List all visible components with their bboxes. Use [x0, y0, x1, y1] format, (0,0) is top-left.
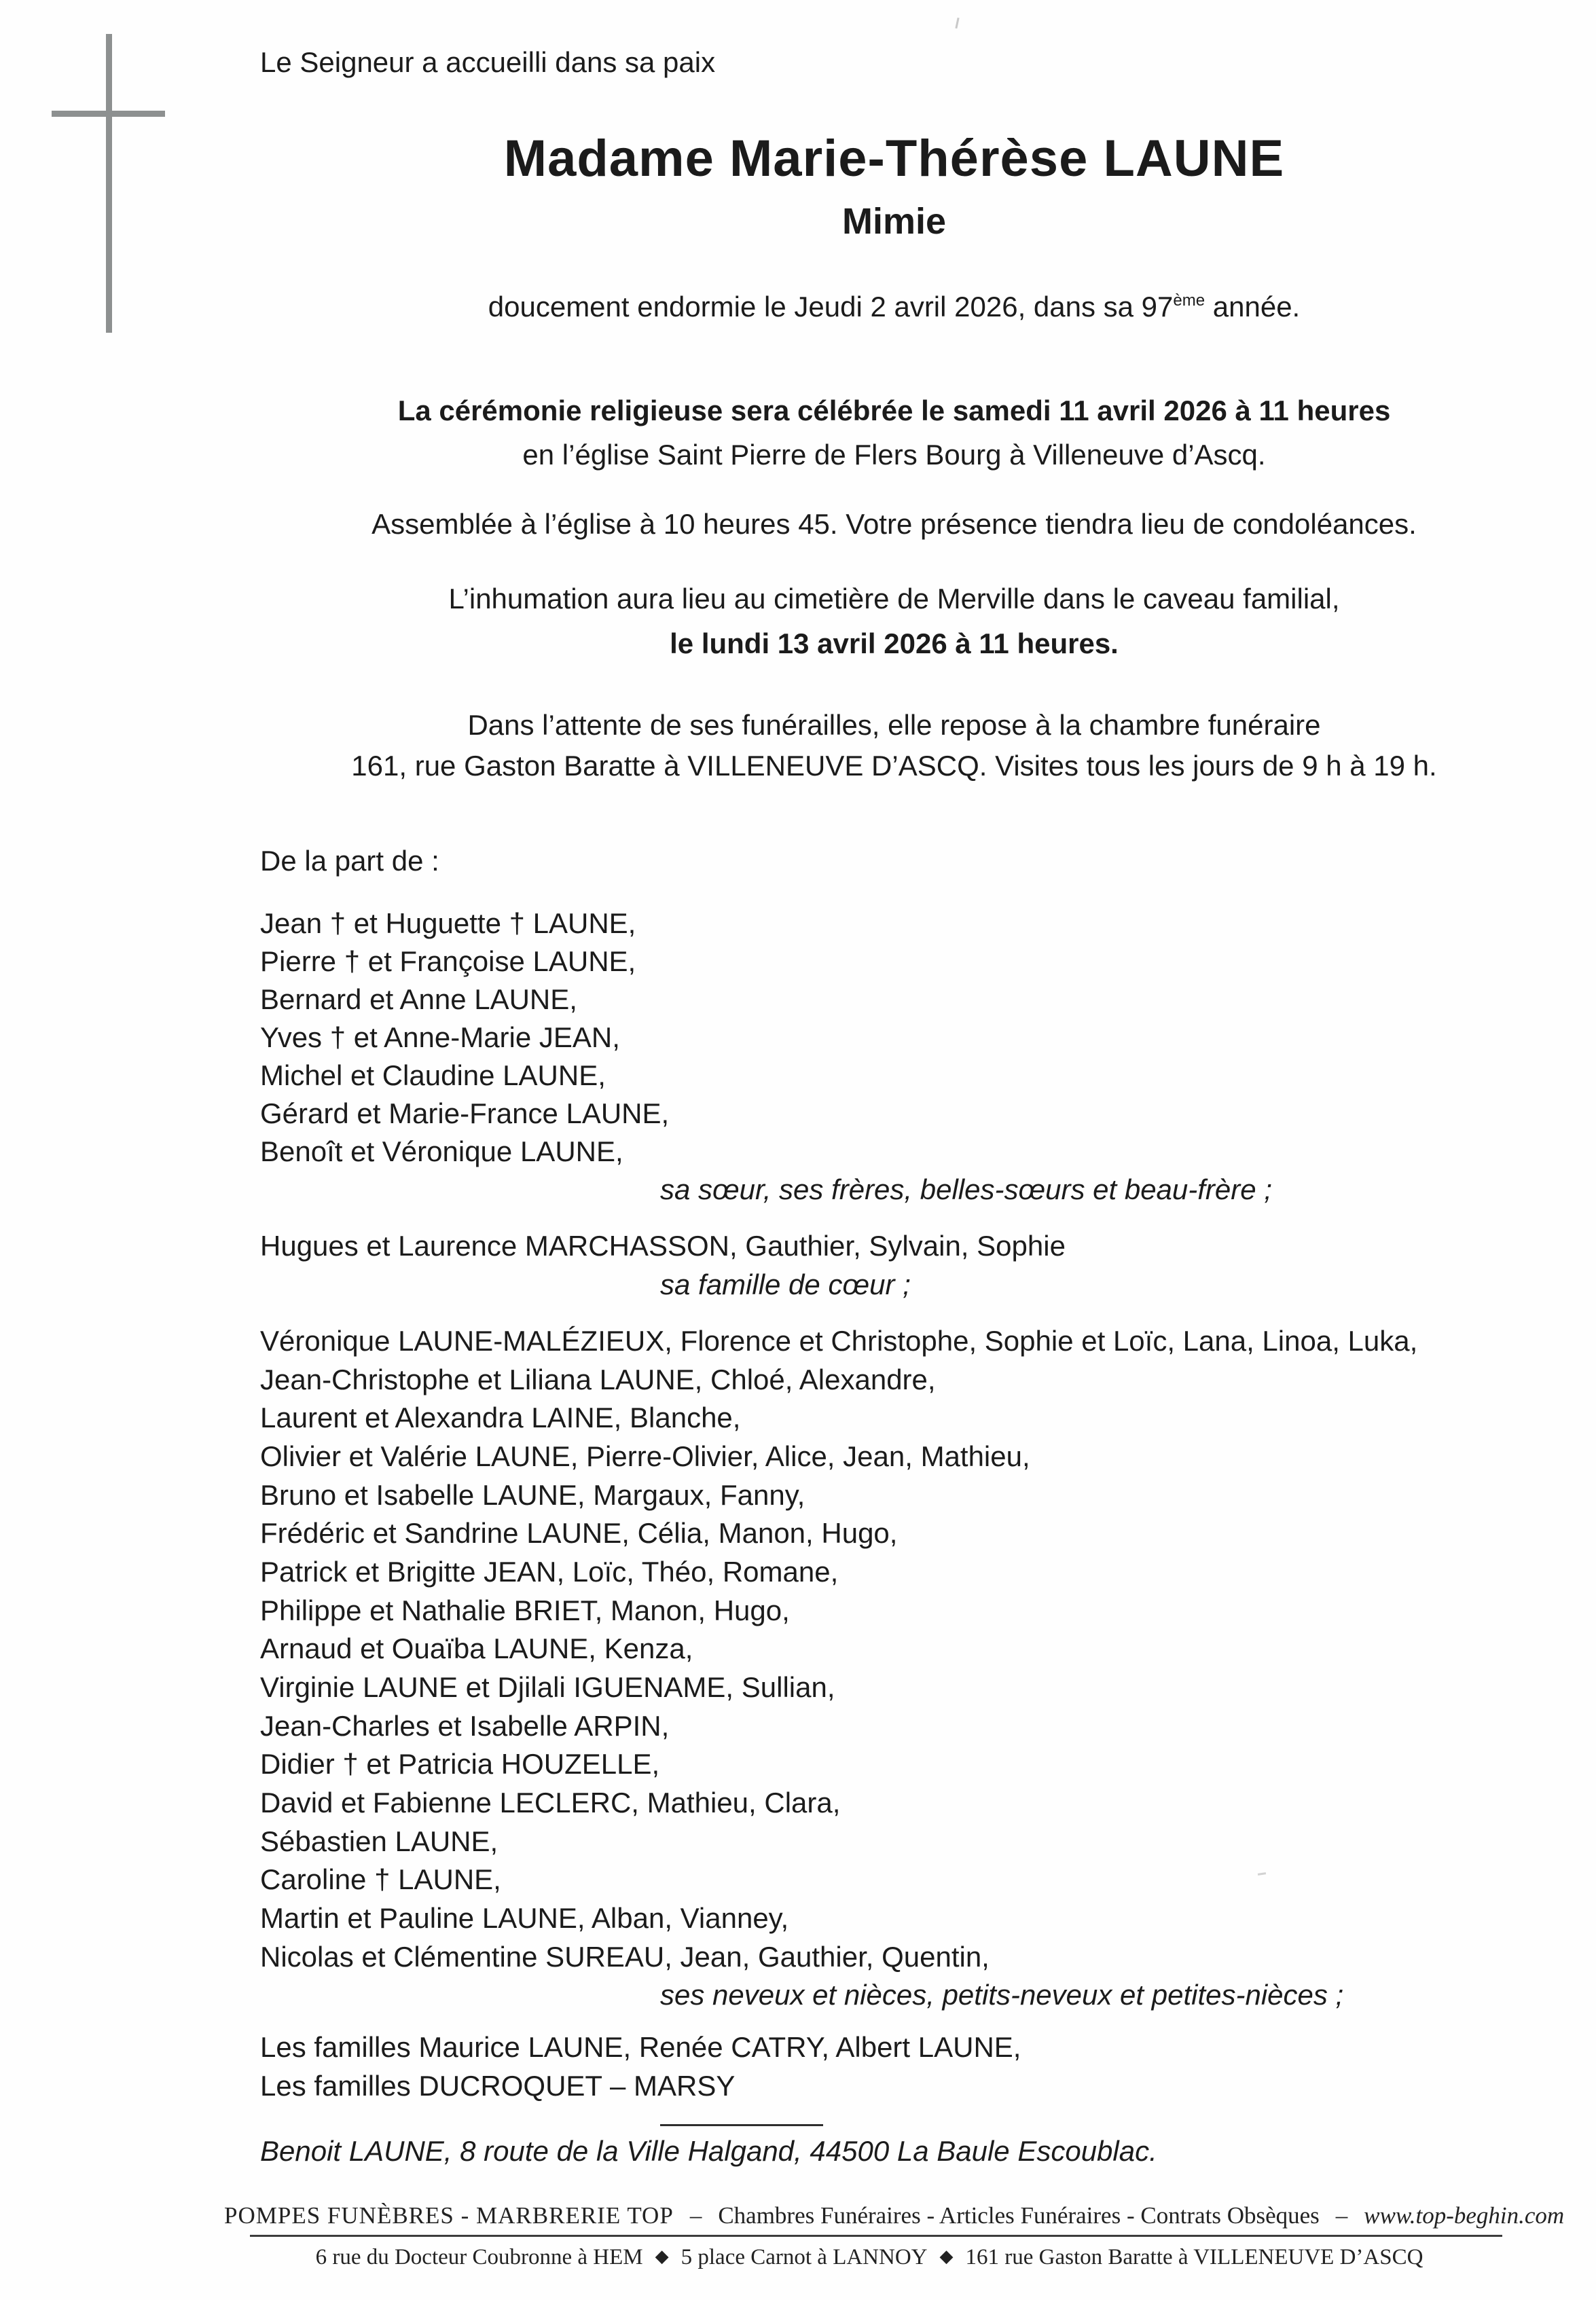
footer-address: 161 rue Gaston Baratte à VILLENEUVE D’ASCQ	[965, 2245, 1423, 2269]
opening-line: Le Seigneur a accueilli dans sa paix	[260, 46, 716, 78]
section-divider	[660, 2124, 823, 2126]
burial-place-line: L’inhumation aura lieu au cimetière de Merville dans le caveau familial,	[448, 583, 1340, 615]
list-item: Martin et Pauline LAUNE, Alban, Vianney,	[260, 1902, 789, 1934]
deceased-nickname: Mimie	[841, 201, 947, 242]
list-item: Laurent et Alexandra LAINE, Blanche,	[260, 1402, 741, 1434]
list-item: Jean-Charles et Isabelle ARPIN,	[260, 1710, 670, 1742]
footer-website: www.top-beghin.com	[1364, 2202, 1565, 2229]
relationship-line: sa sœur, ses frères, belles-sœurs et beau-frère ;	[660, 1173, 1272, 1205]
footer-divider	[250, 2235, 1502, 2237]
assembly-line: Assemblée à l’église à 10 heures 45. Votre présence tiendra lieu de condoléances.	[371, 508, 1417, 540]
list-item: Virginie LAUNE et Djilali IGUENAME, Sullian,	[260, 1671, 835, 1703]
relationship-line: sa famille de cœur ;	[660, 1268, 911, 1300]
list-item: Bernard et Anne LAUNE,	[260, 983, 577, 1015]
scan-artifact	[955, 18, 959, 29]
deceased-name-title: Madame Marie-Thérèse LAUNE	[503, 130, 1285, 187]
diamond-icon: ◆	[939, 2246, 954, 2266]
list-item: Olivier et Valérie LAUNE, Pierre-Olivier, Alice, Jean, Mathieu,	[260, 1440, 1030, 1472]
families-line: Les familles DUCROQUET – MARSY	[260, 2070, 736, 2102]
funeral-home-line: Dans l’attente de ses funérailles, elle repose à la chambre funéraire	[467, 709, 1321, 741]
list-item: Didier † et Patricia HOUZELLE,	[260, 1748, 660, 1780]
ceremony-date-line: La cérémonie religieuse sera célébrée le samedi 11 avril 2026 à 11 heures	[397, 395, 1391, 426]
list-item: Hugues et Laurence MARCHASSON, Gauthier, Sylvain, Sophie	[260, 1230, 1066, 1262]
footer-address: 6 rue du Docteur Coubronne à HEM	[315, 2245, 643, 2269]
contact-address-line: Benoit LAUNE, 8 route de la Ville Halgand, 44500 La Baule Escoublac.	[260, 2135, 1157, 2167]
death-announcement-line	[260, 291, 1528, 323]
footer-address: 5 place Carnot à LANNOY	[681, 2245, 928, 2269]
list-item: Michel et Claudine LAUNE,	[260, 1059, 606, 1091]
footer-brand-line	[224, 2202, 1565, 2229]
list-item: Jean † et Huguette † LAUNE,	[260, 907, 636, 939]
funeral-home-address-line: 161, rue Gaston Baratte à VILLENEUVE D’ASCQ. Visites tous les jours de 9 h à 19 h.	[351, 750, 1437, 782]
list-item: Sébastien LAUNE,	[260, 1825, 498, 1857]
list-item: Caroline † LAUNE,	[260, 1863, 501, 1895]
families-line: Les familles Maurice LAUNE, Renée CATRY, Albert LAUNE,	[260, 2031, 1021, 2063]
ceremony-church-line: en l’église Saint Pierre de Flers Bourg à Villeneuve d’Ascq.	[522, 439, 1266, 471]
list-item: Jean-Christophe et Liliana LAUNE, Chloé, Alexandre,	[260, 1364, 936, 1395]
list-item: Patrick et Brigitte JEAN, Loïc, Théo, Romane,	[260, 1556, 839, 1588]
ordinal-superscript: ème	[1173, 291, 1205, 310]
list-item: Pierre † et Françoise LAUNE,	[260, 945, 636, 977]
death-line-text: doucement endormie le Jeudi 2 avril 2026, dans sa 97	[488, 291, 1174, 323]
list-item: Nicolas et Clémentine SUREAU, Jean, Gauthier, Quentin,	[260, 1941, 990, 1973]
footer-separator: –	[1335, 2202, 1348, 2229]
list-item: Gérard et Marie-France LAUNE,	[260, 1097, 670, 1129]
relationship-line: ses neveux et nièces, petits-neveux et petites-nièces ;	[660, 1979, 1344, 2011]
cross-icon-horizontal-bar	[52, 111, 165, 117]
diamond-icon: ◆	[655, 2246, 669, 2266]
from-label: De la part de :	[260, 845, 439, 877]
burial-date-line: le lundi 13 avril 2026 à 11 heures.	[670, 627, 1119, 659]
footer-separator: –	[689, 2202, 702, 2229]
list-item: Yves † et Anne-Marie JEAN,	[260, 1021, 620, 1053]
list-item: David et Fabienne LECLERC, Mathieu, Clara,	[260, 1787, 841, 1819]
footer-services: Chambres Funéraires - Articles Funéraires - Contrats Obsèques	[718, 2202, 1320, 2229]
list-item: Benoît et Véronique LAUNE,	[260, 1135, 623, 1167]
cross-icon-vertical-bar	[106, 34, 112, 333]
list-item: Frédéric et Sandrine LAUNE, Célia, Manon, Hugo,	[260, 1517, 898, 1549]
death-line-text-end: année.	[1205, 291, 1301, 323]
list-item: Véronique LAUNE-MALÉZIEUX, Florence et Christophe, Sophie et Loïc, Lana, Linoa, Luka,	[260, 1325, 1418, 1357]
funeral-home-name: POMPES FUNÈBRES - MARBRERIE TOP	[224, 2202, 674, 2229]
list-item: Philippe et Nathalie BRIET, Manon, Hugo,	[260, 1594, 790, 1626]
list-item: Bruno et Isabelle LAUNE, Margaux, Fanny,	[260, 1479, 805, 1511]
list-item: Arnaud et Ouaïba LAUNE, Kenza,	[260, 1632, 693, 1664]
footer-addresses-line	[224, 2245, 1515, 2270]
